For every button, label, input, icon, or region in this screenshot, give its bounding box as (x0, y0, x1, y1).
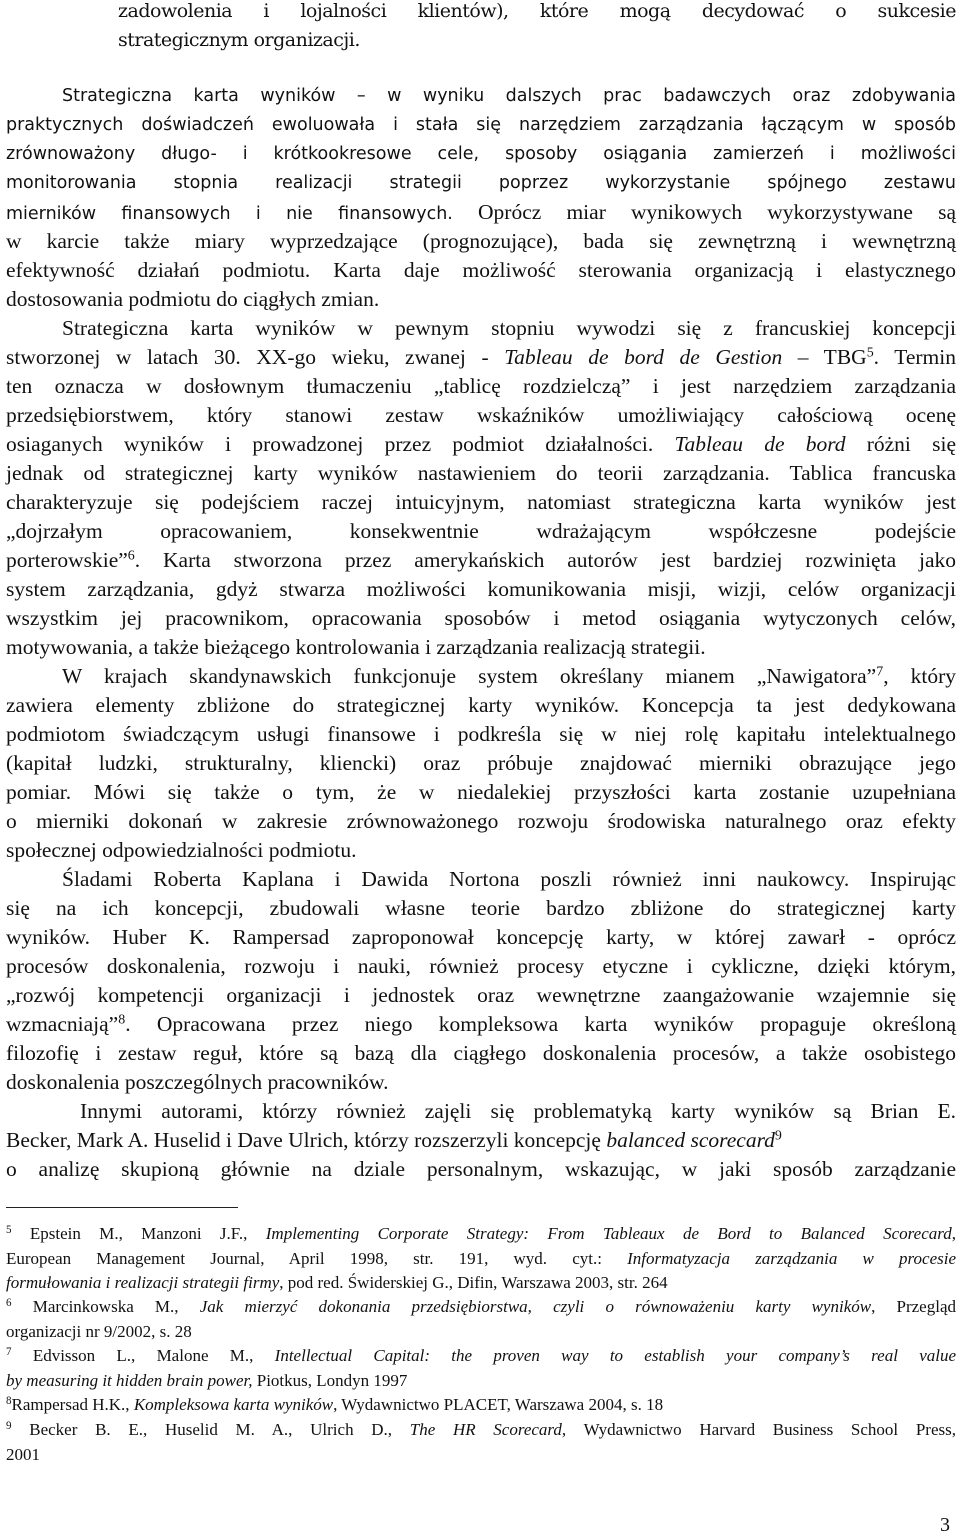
body-line (6, 200, 956, 225)
footnote-number: 8 (6, 1394, 12, 1407)
body-line (6, 432, 956, 457)
body-line: procesów doskonalenia, rozwoju i nauki, również procesy etyczne i cykliczne, dzięki którym, (6, 954, 956, 978)
footnote-number: 9 (6, 1419, 12, 1432)
body-text: stworzonej w latach 30. XX-go wieku, zwanej - (6, 345, 489, 369)
footnote-number: 6 (6, 1296, 12, 1309)
footnote-6 (6, 1297, 956, 1317)
body-line (6, 345, 956, 370)
body-line (6, 1012, 956, 1037)
body-text: wzmacniają” (6, 1012, 119, 1036)
body-line: (kapitał ludzki, strukturalny, kliencki) oraz próbuje znajdować mierniki obrazujące jego (6, 751, 956, 775)
body-line: Innymi autorami, którzy również zajęli się problematyką karty wyników są Brian E. (80, 1099, 956, 1123)
body-line: wyników. Huber K. Rampersad zaproponował koncepcję karty, w której zawarł - oprócz (6, 925, 956, 949)
body-text: . Opracowana przez niego kompleksowa karta wyników propaguje określoną (125, 1012, 956, 1036)
body-line: podmiotom świadczącym usługi finansowe i podkreśla się w niej rolę kapitału intelektualnego (6, 722, 956, 746)
footnote-text: , (951, 1224, 956, 1243)
body-line (6, 258, 956, 283)
footnote-separator (6, 1207, 238, 1208)
footnote-title: The HR Scorecard (409, 1420, 562, 1439)
body-text: Karta daje możliwość sterowania organizacją i elastycznego (333, 258, 957, 282)
body-line: „dojrzałym opracowaniem, konsekwentnie wdrażającym współczesne podejście (6, 519, 956, 543)
body-line: o analizę skupioną głównie na dziale personalnym, wskazując, w jaki sposób zarządzanie (6, 1157, 956, 1181)
body-line: charakteryzuje się podejściem raczej intuicyjnym, natomiast strategiczna karta wyników jest (6, 490, 956, 514)
footnote-text: Piotkus, Londyn 1997 (256, 1371, 408, 1390)
body-text: Oprócz miar wynikowych wykorzystywane są (478, 200, 957, 224)
body-line: zawiera elementy zbliżone do strategicznej karty wyników. Koncepcja ta jest dedykowana (6, 693, 956, 717)
body-text: mierników finansowych i nie finansowych. (6, 204, 453, 224)
footnote-title: Intellectual Capital: the proven way to establish your company’s real value (274, 1346, 957, 1365)
footnote-text: Epstein M., Manzoni J.F., (29, 1224, 248, 1243)
footnote-6-cont: organizacji nr 9/2002, s. 28 (6, 1322, 192, 1341)
body-line: pomiar. Mówi się także o tym, że w niedalekiej przyszłości karta zostanie uzupełniana (6, 780, 956, 804)
footnote-text: , Wydawnictwo PLACET, Warszawa 2004, s. 18 (333, 1395, 664, 1414)
body-text: . Karta stworzona przez amerykańskich autorów jest bardziej rozwinięta jako (134, 548, 956, 572)
body-line: w karcie także miary wyprzedzające (prognozujące), bada się zewnętrzną i wewnętrzną (6, 229, 956, 253)
body-line: dostosowania podmiotu do ciągłych zmian. (6, 287, 380, 311)
body-line: zrównoważony długo- i krótkookresowe cele, sposoby osiągania zamierzeń i możliwości (6, 144, 956, 164)
footnote-5-cont (6, 1249, 956, 1269)
body-line: ten oznacza w dosłownym tłumaczeniu „tablicę rozdzielczą” i jest narzędziem zarządzania (6, 374, 956, 398)
body-line: Śladami Roberta Kaplana i Dawida Nortona poszli również inni naukowcy. Inspirując (62, 867, 956, 891)
footnote-text: , Przegląd (871, 1297, 956, 1316)
footnote-7 (6, 1346, 956, 1366)
footnote-ref: 7 (876, 664, 884, 680)
italic-term: Tableau de bord (674, 432, 846, 456)
body-line: się na ich koncepcji, zbudowali własne teorie bardzo zbliżone do strategicznej karty (6, 896, 956, 920)
body-text: efektywność działań podmiotu. (6, 258, 311, 282)
footnote-text: Becker B. E., Huselid M. A., Ulrich D., (29, 1420, 393, 1439)
body-text: , który (883, 664, 956, 688)
footnote-title: Informatyzacja zarządzania w procesie (627, 1249, 956, 1268)
body-line: o mierniki dokonań w zakresie zrównoważonego rozwoju środowiska naturalnego oraz efekty (6, 809, 956, 833)
footnote-title: by measuring it hidden brain power, (6, 1371, 253, 1390)
footnote-7-cont (6, 1371, 956, 1391)
footnote-5-cont (6, 1273, 956, 1293)
body-line: monitorowania stopnia realizacji strategii poprzez wykorzystanie spójnego zestawu (6, 173, 956, 193)
footnote-text: , pod red. Świderskiej G., Difin, Warszawa 2003, str. 264 (279, 1273, 668, 1292)
footnote-title: Kompleksowa karta wyników (133, 1395, 334, 1414)
body-text: różni się (866, 432, 957, 456)
footnote-9 (6, 1420, 956, 1440)
body-text: W krajach skandynawskich funkcjonuje system określany mianem „Nawigatora” (62, 664, 877, 688)
footnote-text: Rampersad H.K., (11, 1395, 130, 1414)
body-line: „rozwój kompetencji organizacji i jednostek oraz wewnętrzne zaangażowanie wzajemnie się (6, 983, 956, 1007)
footnote-5 (6, 1224, 956, 1244)
body-line: strategicznym organizacji. (118, 29, 360, 51)
body-line: zadowolenia i lojalności klientów), które mogą decydować o sukcesie (118, 0, 956, 22)
body-line: społecznej odpowiedzialności podmiotu. (6, 838, 357, 862)
footnote-ref: 9 (774, 1128, 782, 1144)
footnote-text: Edvisson L., Malone M., (32, 1346, 254, 1365)
body-text: – TBG (797, 345, 867, 369)
italic-term: balanced scorecard (606, 1128, 775, 1152)
body-line: praktycznych doświadczeń ewoluowała i stała się narzędziem zarządzania łączącym w sposób (6, 115, 956, 135)
body-text: Becker, Mark A. Huselid i Dave Ulrich, którzy rozszerzyli koncepcję (6, 1128, 601, 1152)
footnote-title: Implementing Corporate Strategy: From Tableaux de Bord to Balanced Scorecard (265, 1224, 952, 1243)
footnote-title: formułowania i realizacji strategii firmy (6, 1273, 280, 1292)
footnote-9-cont: 2001 (6, 1445, 40, 1464)
footnote-text: European Management Journal, April 1998, str. 191, wyd. cyt.: (6, 1249, 602, 1268)
body-line: wszystkim jej pracownikom, opracowania sposobów i metod osiągania wytyczonych celów, (6, 606, 956, 630)
footnote-8 (6, 1395, 956, 1415)
body-line: system zarządzania, gdyż stwarza możliwości komunikowania misji, wizji, celów organizacji (6, 577, 956, 601)
body-text: porterowskie” (6, 548, 128, 572)
footnote-text: Marcinkowska M., (32, 1297, 179, 1316)
body-line: motywowania, a także bieżącego kontrolowania i zarządzania realizacją strategii. (6, 635, 706, 659)
footnote-ref: 8 (118, 1012, 126, 1028)
italic-term: Tableau de bord de Gestion (504, 345, 783, 369)
body-line: Strategiczna karta wyników – w wyniku dalszych prac badawczych oraz zdobywania (62, 86, 956, 106)
body-line: Strategiczna karta wyników w pewnym stopniu wywodzi się z francuskiej koncepcji (62, 316, 956, 340)
footnote-number: 7 (6, 1345, 12, 1358)
footnote-text: , Wydawnictwo Harvard Business School Press, (561, 1420, 956, 1439)
body-line (6, 1128, 956, 1153)
footnote-title: Jak mierzyć dokonania przedsiębiorstwa, czyli o równoważeniu karty wyników (199, 1297, 872, 1316)
body-text: osiaganych wyników i prowadzonej przez podmiot działalności. (6, 432, 654, 456)
body-line: doskonalenia poszczególnych pracowników. (6, 1070, 389, 1094)
footnote-number: 5 (6, 1223, 12, 1236)
page-number: 3 (940, 1514, 950, 1536)
body-line: przedsiębiorstwem, który stanowi zestaw wskaźników umożliwiający całościową ocenę (6, 403, 956, 427)
body-line: jednak od strategicznej karty wyników nastawieniem do teorii zarządzania. Tablica francuska (6, 461, 956, 485)
body-line: filozofię i zestaw reguł, które są bazą dla ciągłego doskonalenia procesów, a także osobistego (6, 1041, 956, 1065)
body-line (62, 664, 956, 689)
footnote-ref: 5 (866, 345, 874, 361)
body-line (6, 548, 956, 573)
footnote-ref: 6 (127, 548, 135, 564)
body-text: . Termin (873, 345, 956, 369)
